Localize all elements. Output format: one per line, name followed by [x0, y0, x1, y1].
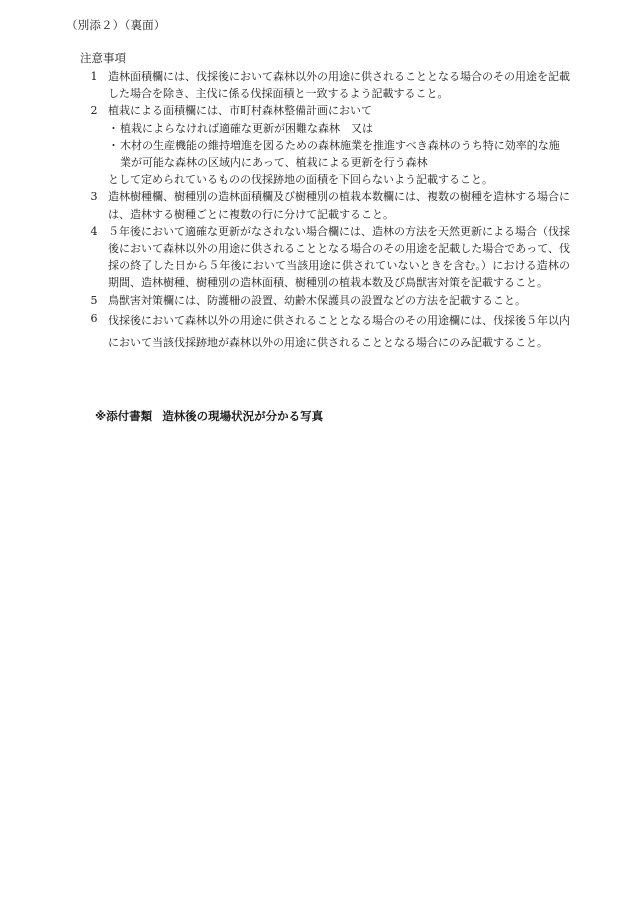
note-text: 伐採後において森林以外の用途に供されることとなる場合のその用途欄には、伐採後５年以内において当該伐採跡地が森林以外の用途に供されることとなる場合にのみ記載すること。: [108, 313, 570, 350]
section-title: 注意事項: [80, 51, 126, 65]
note-item-1: [80, 68, 570, 102]
note-text: 造林樹種欄、樹種別の造林面積欄及び樹種別の植栽本数欄には、複数の樹種を造林する場合には、造林する樹種ごとに複数の行に分けて記載すること。: [108, 190, 570, 221]
attachment-label: ※添付書類: [95, 409, 153, 423]
bullet-text: 木材の生産機能の維持増進を図るための森林施業を推進すべき森林のうち特に効率的な施業が可能な森林の区域内にあって、植栽による更新を行う森林: [120, 138, 560, 170]
note-item-3: [80, 188, 570, 222]
note-number: 4: [90, 224, 98, 238]
note-number: 6: [90, 311, 98, 325]
note-number: 5: [90, 293, 98, 307]
note-text: 植栽による面積欄には、市町村森林整備計画において: [108, 104, 372, 118]
note-item-2: [80, 102, 570, 119]
note-continuation: として定められているものの伐採跡地の面積を下回らないよう記載すること。: [108, 173, 493, 187]
note-number: 1: [90, 70, 98, 83]
attachment-note: [95, 408, 323, 424]
bullet-mark: ・: [108, 138, 119, 152]
note-text: ５年後において適確な更新がなされない場合欄には、造林の方法を天然更新による場合（伐採後において森林以外の用途に供されることとなる場合のその用途を記載した場合であって、伐採の終了した日から５年後において当該用途に供されていないときを含む。）における造林の期間、造林樹種、樹種別の造林面積、樹種別の植栽本数及び鳥獣害対策を記載すること。: [108, 224, 570, 290]
bullet-mark: ・: [108, 121, 119, 135]
note-text: 鳥獣害対策欄には、防護柵の設置、幼齢木保護具の設置などの方法を記載すること。: [108, 293, 526, 307]
note-bullet: [108, 120, 570, 137]
document-header: （別添２）（裏面）: [66, 18, 166, 32]
note-text: 造林面積欄には、伐採後において森林以外の用途に供されることとなる場合のその用途を記載した場合を除き、主伐に係る伐採面積と一致するよう記載すること。: [108, 70, 570, 101]
note-number: 3: [90, 190, 98, 204]
note-item-5: [80, 292, 570, 309]
attachment-value: 造林後の現場状況が分かる写真: [162, 409, 324, 423]
bullet-text: 植栽によらなければ適確な更新が困難な森林 又は: [120, 121, 373, 135]
notes-list: [80, 68, 570, 355]
note-item-6: [80, 310, 570, 355]
note-item-4: [80, 223, 570, 292]
note-bullet: [108, 137, 570, 171]
note-number: 2: [90, 104, 98, 118]
